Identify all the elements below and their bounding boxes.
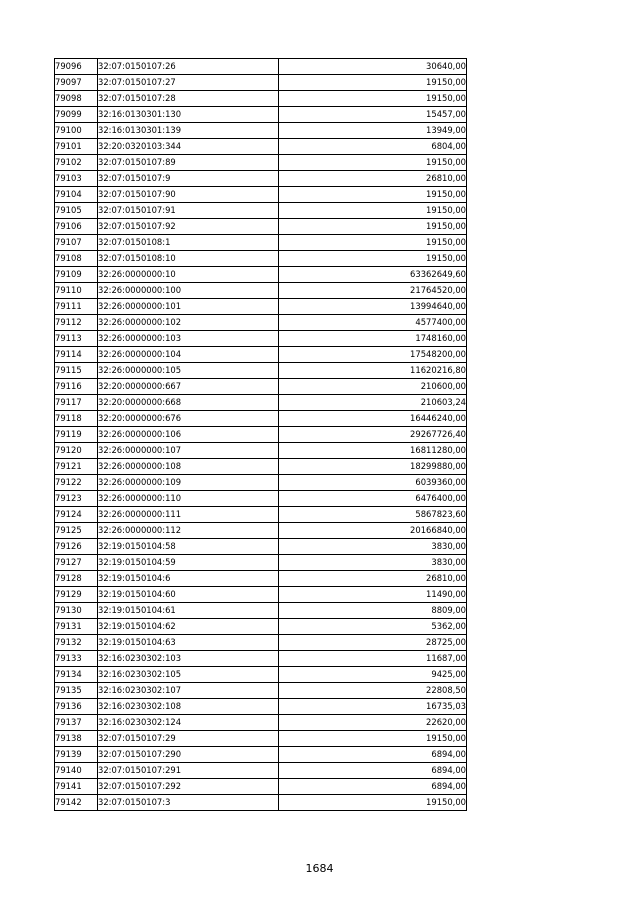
value-cell: 19150,00	[279, 251, 467, 267]
value-cell: 19150,00	[279, 187, 467, 203]
row-number-cell: 79129	[55, 587, 98, 603]
row-number-cell: 79106	[55, 219, 98, 235]
cadastral-number-cell: 32:07:0150107:89	[98, 155, 279, 171]
value-cell: 19150,00	[279, 91, 467, 107]
row-number-cell: 79133	[55, 651, 98, 667]
cadastral-number-cell: 32:07:0150107:28	[98, 91, 279, 107]
table-row	[55, 235, 467, 251]
cadastral-number-cell: 32:26:0000000:106	[98, 427, 279, 443]
row-number-cell: 79115	[55, 363, 98, 379]
cadastral-number-cell: 32:19:0150104:6	[98, 571, 279, 587]
value-cell: 26810,00	[279, 171, 467, 187]
table-row	[55, 299, 467, 315]
table-row	[55, 507, 467, 523]
value-cell: 4577400,00	[279, 315, 467, 331]
row-number-cell: 79131	[55, 619, 98, 635]
table-body	[55, 59, 467, 811]
value-cell: 11687,00	[279, 651, 467, 667]
row-number-cell: 79096	[55, 59, 98, 75]
value-cell: 19150,00	[279, 203, 467, 219]
row-number-cell: 79097	[55, 75, 98, 91]
row-number-cell: 79141	[55, 779, 98, 795]
row-number-cell: 79109	[55, 267, 98, 283]
cadastral-number-cell: 32:07:0150107:27	[98, 75, 279, 91]
cadastral-number-cell: 32:26:0000000:103	[98, 331, 279, 347]
value-cell: 19150,00	[279, 155, 467, 171]
row-number-cell: 79138	[55, 731, 98, 747]
row-number-cell: 79121	[55, 459, 98, 475]
cadastral-number-cell: 32:26:0000000:112	[98, 523, 279, 539]
table-row	[55, 363, 467, 379]
table-row	[55, 283, 467, 299]
table-row	[55, 171, 467, 187]
row-number-cell: 79107	[55, 235, 98, 251]
page-number: 1684	[305, 862, 334, 875]
cadastral-number-cell: 32:07:0150107:290	[98, 747, 279, 763]
table-row	[55, 267, 467, 283]
value-cell: 22808,50	[279, 683, 467, 699]
table-row	[55, 187, 467, 203]
value-cell: 17548200,00	[279, 347, 467, 363]
value-cell: 19150,00	[279, 235, 467, 251]
cadastral-number-cell: 32:20:0000000:676	[98, 411, 279, 427]
value-cell: 13994640,00	[279, 299, 467, 315]
row-number-cell: 79140	[55, 763, 98, 779]
cadastral-number-cell: 32:26:0000000:101	[98, 299, 279, 315]
table-row	[55, 139, 467, 155]
cadastral-number-cell: 32:26:0000000:100	[98, 283, 279, 299]
cadastral-number-cell: 32:20:0000000:667	[98, 379, 279, 395]
table-row	[55, 651, 467, 667]
row-number-cell: 79113	[55, 331, 98, 347]
cadastral-value-table	[54, 58, 467, 811]
table-row	[55, 379, 467, 395]
table-row	[55, 667, 467, 683]
row-number-cell: 79116	[55, 379, 98, 395]
table-row	[55, 59, 467, 75]
table-row	[55, 347, 467, 363]
cadastral-number-cell: 32:07:0150107:29	[98, 731, 279, 747]
table-row	[55, 219, 467, 235]
row-number-cell: 79127	[55, 555, 98, 571]
row-number-cell: 79130	[55, 603, 98, 619]
table-row	[55, 459, 467, 475]
value-cell: 19150,00	[279, 731, 467, 747]
cadastral-number-cell: 32:07:0150107:9	[98, 171, 279, 187]
row-number-cell: 79126	[55, 539, 98, 555]
cadastral-number-cell: 32:26:0000000:102	[98, 315, 279, 331]
value-cell: 19150,00	[279, 75, 467, 91]
table-row	[55, 331, 467, 347]
value-cell: 210600,00	[279, 379, 467, 395]
table-row	[55, 763, 467, 779]
value-cell: 29267726,40	[279, 427, 467, 443]
value-cell: 22620,00	[279, 715, 467, 731]
table-row	[55, 411, 467, 427]
value-cell: 28725,00	[279, 635, 467, 651]
value-cell: 6039360,00	[279, 475, 467, 491]
cadastral-number-cell: 32:16:0230302:124	[98, 715, 279, 731]
value-cell: 13949,00	[279, 123, 467, 139]
row-number-cell: 79100	[55, 123, 98, 139]
value-cell: 9425,00	[279, 667, 467, 683]
value-cell: 19150,00	[279, 795, 467, 811]
table-row	[55, 123, 467, 139]
row-number-cell: 79110	[55, 283, 98, 299]
value-cell: 3830,00	[279, 555, 467, 571]
value-cell: 210603,24	[279, 395, 467, 411]
value-cell: 30640,00	[279, 59, 467, 75]
table-row	[55, 747, 467, 763]
value-cell: 5362,00	[279, 619, 467, 635]
value-cell: 63362649,60	[279, 267, 467, 283]
table-row	[55, 523, 467, 539]
cadastral-number-cell: 32:26:0000000:10	[98, 267, 279, 283]
cadastral-number-cell: 32:07:0150108:1	[98, 235, 279, 251]
cadastral-number-cell: 32:07:0150108:10	[98, 251, 279, 267]
table-row	[55, 475, 467, 491]
value-cell: 16735,03	[279, 699, 467, 715]
value-cell: 6804,00	[279, 139, 467, 155]
table-row	[55, 795, 467, 811]
cadastral-number-cell: 32:20:0000000:668	[98, 395, 279, 411]
row-number-cell: 79101	[55, 139, 98, 155]
cadastral-number-cell: 32:16:0230302:107	[98, 683, 279, 699]
row-number-cell: 79099	[55, 107, 98, 123]
value-cell: 11620216,80	[279, 363, 467, 379]
table-row	[55, 443, 467, 459]
table-row	[55, 715, 467, 731]
cadastral-number-cell: 32:16:0230302:105	[98, 667, 279, 683]
value-cell: 3830,00	[279, 539, 467, 555]
cadastral-number-cell: 32:16:0130301:139	[98, 123, 279, 139]
row-number-cell: 79119	[55, 427, 98, 443]
table-row	[55, 635, 467, 651]
value-cell: 18299880,00	[279, 459, 467, 475]
table-row	[55, 683, 467, 699]
cadastral-number-cell: 32:07:0150107:91	[98, 203, 279, 219]
row-number-cell: 79098	[55, 91, 98, 107]
value-cell: 1748160,00	[279, 331, 467, 347]
table-row	[55, 699, 467, 715]
row-number-cell: 79112	[55, 315, 98, 331]
cadastral-number-cell: 32:19:0150104:60	[98, 587, 279, 603]
table-row	[55, 587, 467, 603]
cadastral-number-cell: 32:07:0150107:291	[98, 763, 279, 779]
row-number-cell: 79123	[55, 491, 98, 507]
cadastral-number-cell: 32:26:0000000:109	[98, 475, 279, 491]
table-row	[55, 427, 467, 443]
cadastral-number-cell: 32:19:0150104:61	[98, 603, 279, 619]
row-number-cell: 79118	[55, 411, 98, 427]
table-row	[55, 107, 467, 123]
row-number-cell: 79124	[55, 507, 98, 523]
cadastral-number-cell: 32:19:0150104:58	[98, 539, 279, 555]
table-row	[55, 603, 467, 619]
table-row	[55, 155, 467, 171]
table-row	[55, 731, 467, 747]
row-number-cell: 79135	[55, 683, 98, 699]
row-number-cell: 79111	[55, 299, 98, 315]
table-row	[55, 75, 467, 91]
row-number-cell: 79104	[55, 187, 98, 203]
row-number-cell: 79134	[55, 667, 98, 683]
table-row	[55, 619, 467, 635]
row-number-cell: 79114	[55, 347, 98, 363]
cadastral-number-cell: 32:16:0130301:130	[98, 107, 279, 123]
row-number-cell: 79103	[55, 171, 98, 187]
value-cell: 6894,00	[279, 779, 467, 795]
table-row	[55, 539, 467, 555]
value-cell: 6894,00	[279, 747, 467, 763]
cadastral-number-cell: 32:16:0230302:108	[98, 699, 279, 715]
row-number-cell: 79117	[55, 395, 98, 411]
table-row	[55, 555, 467, 571]
row-number-cell: 79136	[55, 699, 98, 715]
cadastral-number-cell: 32:26:0000000:110	[98, 491, 279, 507]
cadastral-number-cell: 32:26:0000000:108	[98, 459, 279, 475]
row-number-cell: 79105	[55, 203, 98, 219]
table-row	[55, 315, 467, 331]
document-table-container	[54, 58, 467, 811]
cadastral-number-cell: 32:07:0150107:92	[98, 219, 279, 235]
cadastral-number-cell: 32:26:0000000:107	[98, 443, 279, 459]
value-cell: 6894,00	[279, 763, 467, 779]
value-cell: 26810,00	[279, 571, 467, 587]
cadastral-number-cell: 32:16:0230302:103	[98, 651, 279, 667]
row-number-cell: 79125	[55, 523, 98, 539]
cadastral-number-cell: 32:26:0000000:105	[98, 363, 279, 379]
cadastral-number-cell: 32:19:0150104:63	[98, 635, 279, 651]
table-row	[55, 91, 467, 107]
cadastral-number-cell: 32:26:0000000:111	[98, 507, 279, 523]
value-cell: 8809,00	[279, 603, 467, 619]
cadastral-number-cell: 32:07:0150107:3	[98, 795, 279, 811]
row-number-cell: 79108	[55, 251, 98, 267]
row-number-cell: 79137	[55, 715, 98, 731]
value-cell: 5867823,60	[279, 507, 467, 523]
value-cell: 16446240,00	[279, 411, 467, 427]
row-number-cell: 79132	[55, 635, 98, 651]
value-cell: 21764520,00	[279, 283, 467, 299]
value-cell: 19150,00	[279, 219, 467, 235]
cadastral-number-cell: 32:26:0000000:104	[98, 347, 279, 363]
table-row	[55, 779, 467, 795]
cadastral-number-cell: 32:20:0320103:344	[98, 139, 279, 155]
cadastral-number-cell: 32:19:0150104:59	[98, 555, 279, 571]
table-row	[55, 251, 467, 267]
row-number-cell: 79142	[55, 795, 98, 811]
table-row	[55, 571, 467, 587]
table-row	[55, 203, 467, 219]
row-number-cell: 79139	[55, 747, 98, 763]
table-row	[55, 395, 467, 411]
row-number-cell: 79102	[55, 155, 98, 171]
row-number-cell: 79120	[55, 443, 98, 459]
value-cell: 15457,00	[279, 107, 467, 123]
cadastral-number-cell: 32:07:0150107:26	[98, 59, 279, 75]
cadastral-number-cell: 32:19:0150104:62	[98, 619, 279, 635]
value-cell: 11490,00	[279, 587, 467, 603]
value-cell: 16811280,00	[279, 443, 467, 459]
table-row	[55, 491, 467, 507]
value-cell: 6476400,00	[279, 491, 467, 507]
row-number-cell: 79128	[55, 571, 98, 587]
value-cell: 20166840,00	[279, 523, 467, 539]
cadastral-number-cell: 32:07:0150107:292	[98, 779, 279, 795]
row-number-cell: 79122	[55, 475, 98, 491]
cadastral-number-cell: 32:07:0150107:90	[98, 187, 279, 203]
